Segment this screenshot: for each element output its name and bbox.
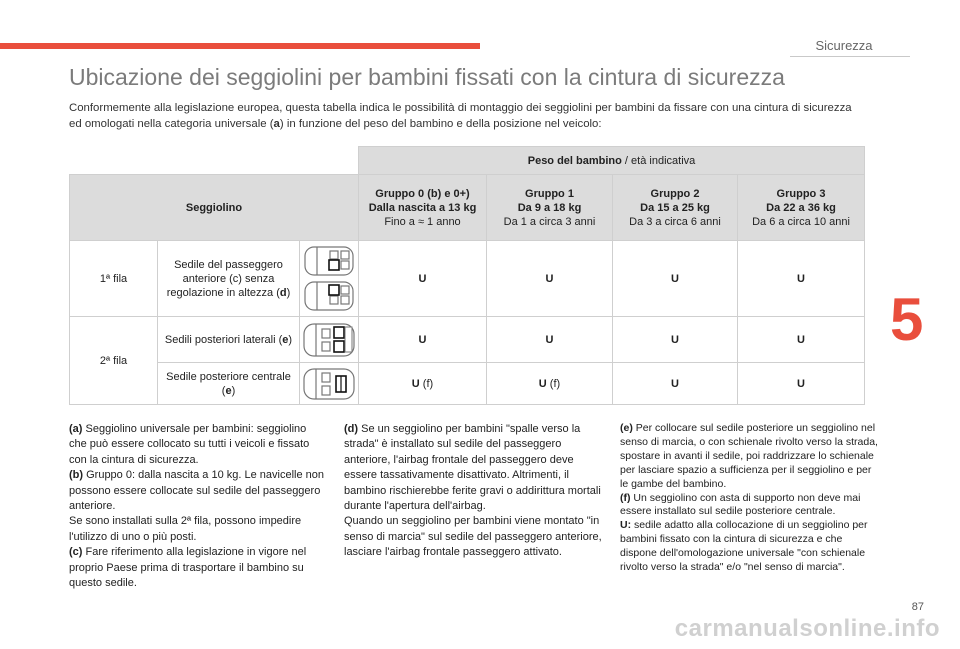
cell-value: U (738, 363, 865, 405)
cell-value: U (359, 241, 487, 317)
section-divider (790, 56, 910, 57)
row-label: 1ª fila (70, 241, 158, 317)
top-accent-bar (0, 43, 480, 49)
seat-position: Sedile del passeggero anteriore (c) senza regolazione in altezza (d) (158, 241, 300, 317)
group-header: Gruppo 1 Da 9 a 18 kg Da 1 a circa 3 anni (487, 175, 613, 241)
table-row (70, 317, 865, 363)
group-header: Gruppo 2 Da 15 a 25 kg Da 3 a circa 6 anni (613, 175, 738, 241)
group-header: Gruppo 3 Da 22 a 36 kg Da 6 a circa 10 anni (738, 175, 865, 241)
watermark: carmanualsonline.info (674, 615, 940, 642)
table-row (70, 363, 865, 405)
footnote: (d) Se un seggiolino per bambini "spalle verso la strada" è installato sul sedile del passeggero anteriore, l'airbag frontale del passeggero deve essere tassativamente disattivato. Altrimenti, il bambino rischierebbe ferite gravi o addirittura mortali durante l'apertura dell'airbag. (344, 423, 601, 513)
footnote: (e) Per collocare sul sedile posteriore un seggiolino nel senso di marcia, o con schienale rivolto verso la strada, spostare in avanti il sedile, poi raddrizzare lo schienale per lasciare spazio a sufficienza per il seggiolino e per le gambe del bambino. (620, 422, 878, 490)
cell-value: U (359, 317, 487, 363)
cell-value: U (738, 241, 865, 317)
footnote: (a) Seggiolino universale per bambini: seggiolino che può essere collocato su tutti i veicoli e fissato con la cintura di sicurezza. (69, 423, 310, 466)
footnote: Se sono installati sulla 2ª fila, possono impedire l'utilizzo di uno o più posti. (69, 515, 302, 543)
weight-header: Peso del bambino / età indicativa (359, 147, 865, 175)
cell-value: U (f) (487, 363, 613, 405)
footnote: (c) Fare riferimento alla legislazione in vigore nel proprio Paese prima di trasportare il bambino su questo sedile. (69, 546, 307, 590)
car-diagram-front-seat (300, 241, 359, 317)
seat-header: Seggiolino (70, 175, 359, 241)
footnotes-column-1 (69, 422, 327, 591)
table-row (70, 241, 865, 317)
cell-value: U (738, 317, 865, 363)
footnotes-column-2 (344, 422, 602, 561)
cell-value: U (487, 317, 613, 363)
child-seat-table (69, 146, 865, 405)
row-label: 2ª fila (70, 317, 158, 405)
cell-value: U (613, 241, 738, 317)
chapter-number: 5 (890, 286, 924, 353)
car-diagram-rear-side-seats (300, 317, 359, 363)
footnote: Quando un seggiolino per bambini viene montato "in senso di marcia" sul sedile del passeggero anteriore, lasciare l'airbag frontale passeggero attivato. (344, 515, 602, 559)
seat-position: Sedili posteriori laterali (e) (158, 317, 300, 363)
intro-paragraph: Conformemente alla legislazione europea, questa tabella indica le possibilità di montaggio dei seggiolini per bambini da fissare con una cintura di sicurezza ed omologati nella categoria universale (a) in funzione del peso del bambino e della posizione nel veicolo: (69, 102, 852, 130)
seat-position: Sedile posteriore centrale (e) (158, 363, 300, 405)
section-label: Sicurezza (815, 38, 873, 53)
cell-value: U (613, 363, 738, 405)
footnote: U: sedile adatto alla collocazione di un seggiolino per bambini fissato con la cintura di sicurezza e che dispone dell'omologazione universale "con schienale rivolto verso la strada" e/o "nel senso di marcia". (620, 519, 868, 574)
page-number: 87 (911, 601, 924, 613)
footnote: (b) Gruppo 0: dalla nascita a 10 kg. Le navicelle non possono essere collocate sul sedile del passeggero anteriore. (69, 469, 324, 513)
footnote: (f) Un seggiolino con asta di supporto non deve mai essere installato sul sedile posteriore centrale. (620, 491, 861, 518)
group-header: Gruppo 0 (b) e 0+) Dalla nascita a 13 kg Fino a ≈ 1 anno (359, 175, 487, 241)
footnotes-column-3 (620, 422, 878, 575)
page-title: Ubicazione dei seggiolini per bambini fissati con la cintura di sicurezza (69, 64, 785, 90)
cell-value: U (613, 317, 738, 363)
cell-value: U (487, 241, 613, 317)
car-diagram-rear-center-seat (300, 363, 359, 405)
cell-value: U (f) (359, 363, 487, 405)
